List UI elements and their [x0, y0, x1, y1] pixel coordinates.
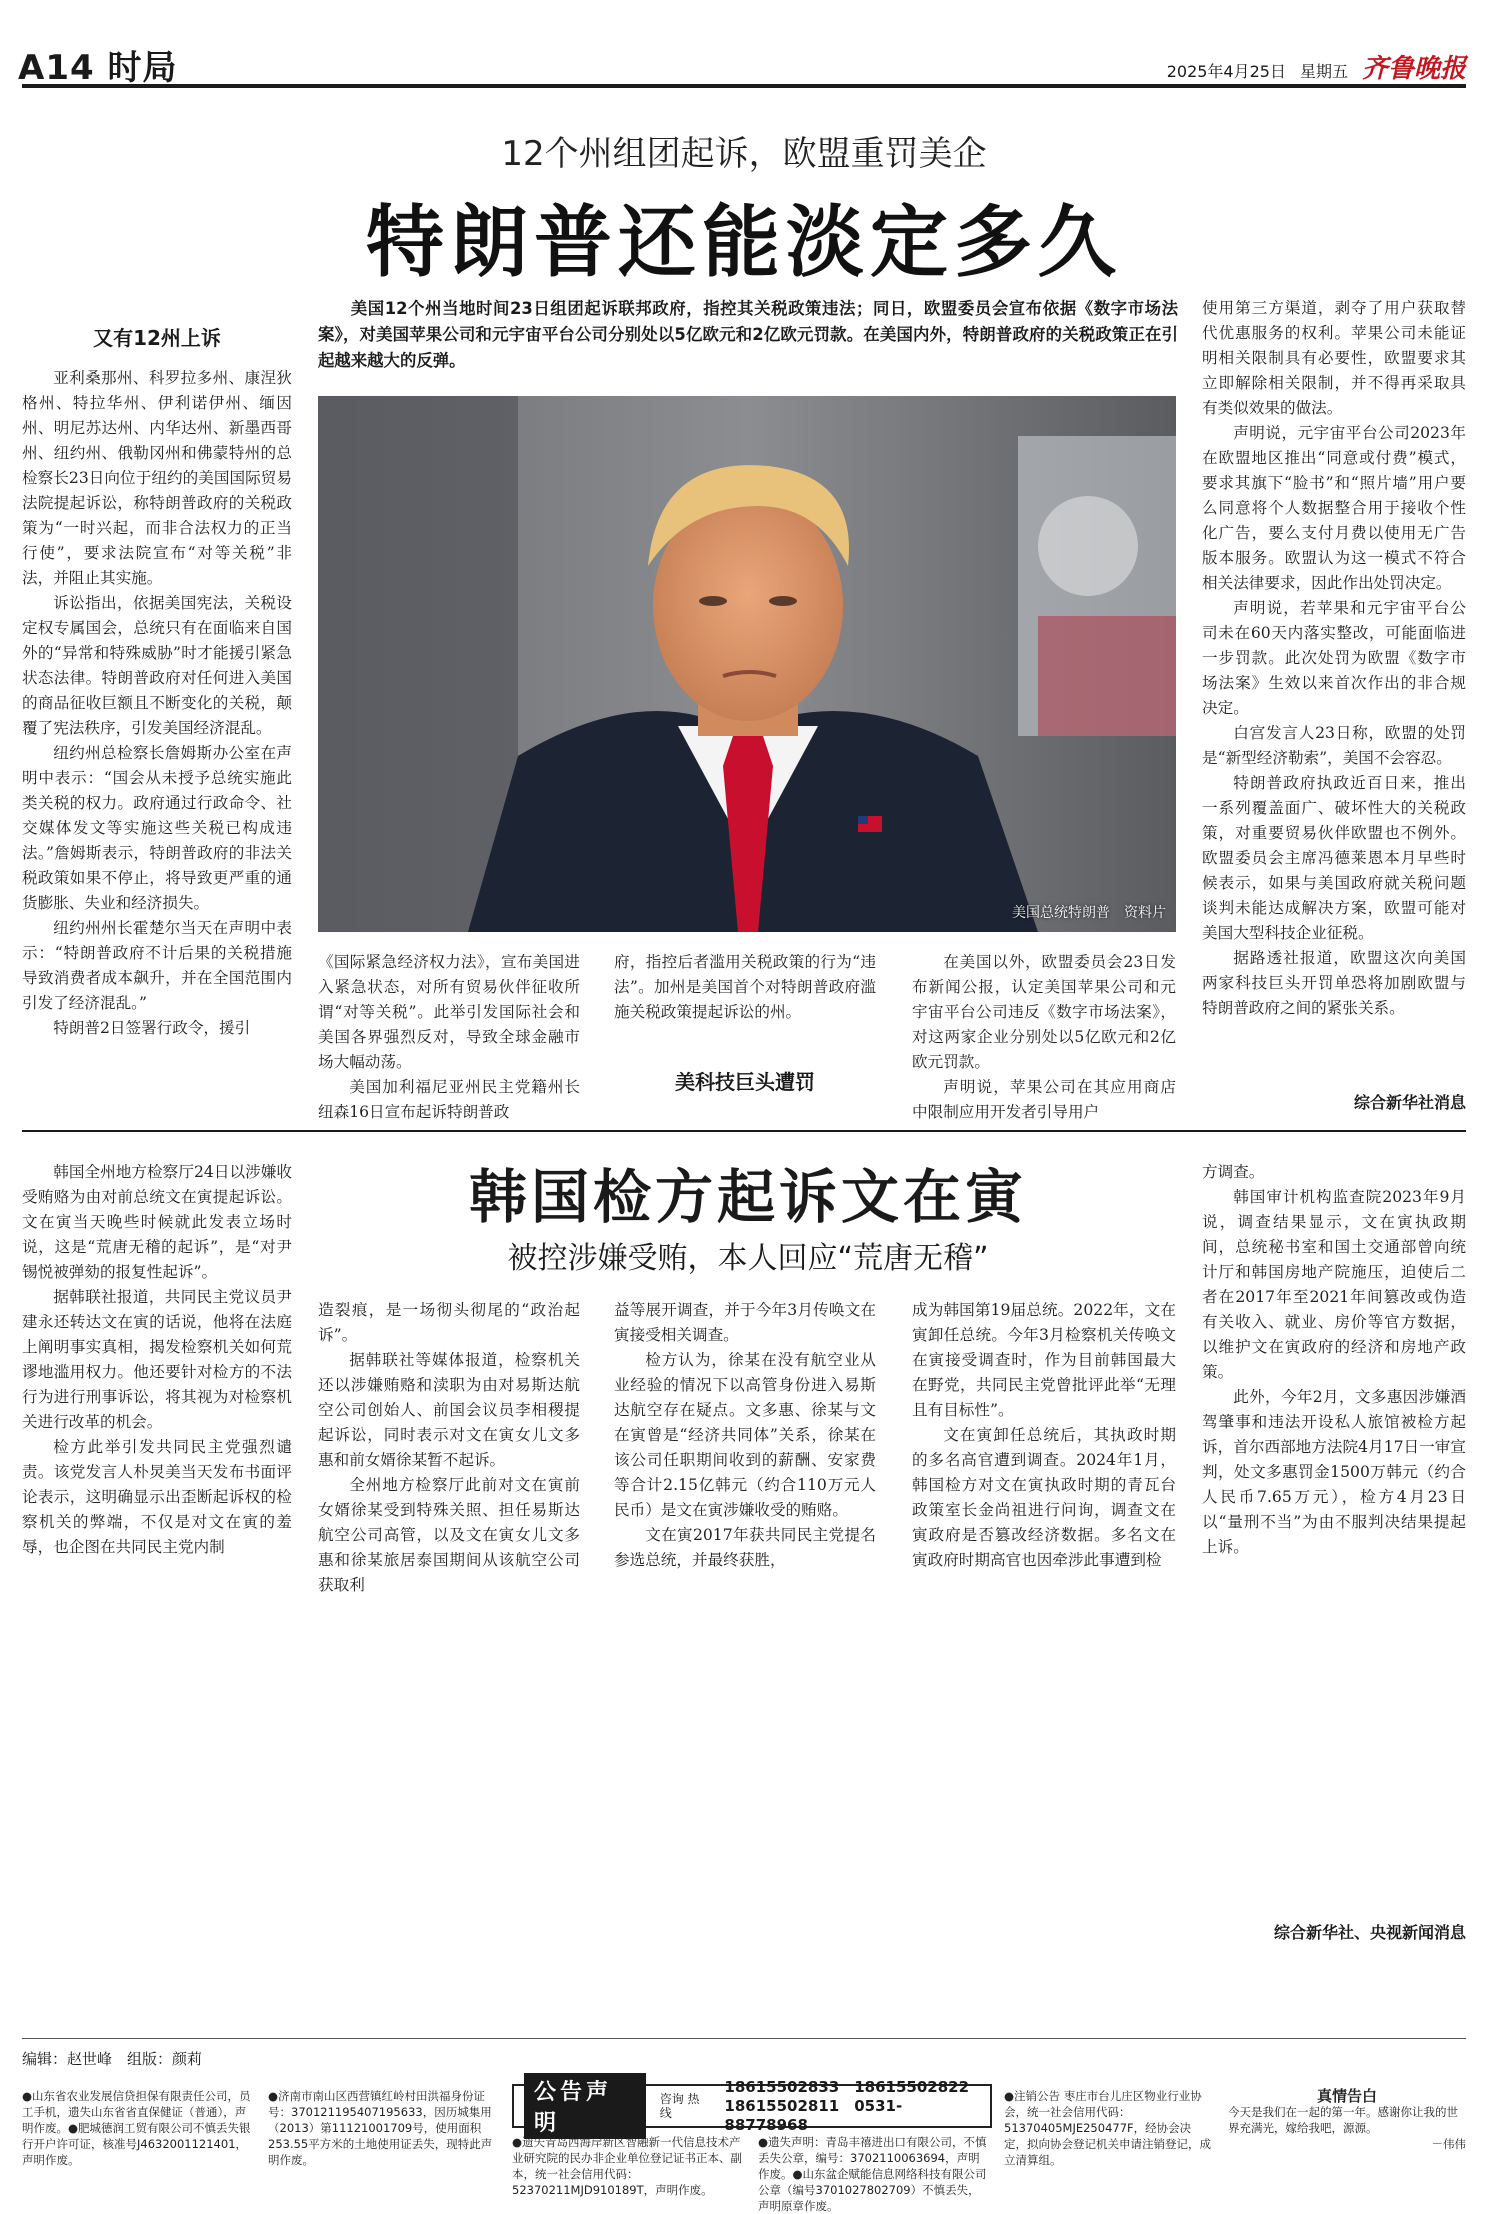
paragraph: 纽约州州长霍楚尔当天在声明中表示：“特朗普政府不计后果的关税措施导致消费者成本飙升，并在全国范围内引发了经济混乱。” — [22, 919, 292, 1012]
paragraph: 声明说，若苹果和元宇宙平台公司未在60天内落实整改，可能面临进一步罚款。此次处罚为欧盟《数字市场法案》生效以来首次作出的非合规决定。 — [1202, 599, 1466, 717]
paragraph: 白宫发言人23日称，欧盟的处罚是“新型经济勒索”，美国不会容忍。 — [1202, 724, 1466, 767]
paragraph: 府，指控后者滥用关税政策的行为“违法”。加州是美国首个对特朗普政府滥施关税政策提起诉讼的州。 — [614, 953, 876, 1021]
issue-date: 2025年4月25日 — [1166, 62, 1286, 81]
paragraph: 《国际紧急经济权力法》，宣布美国进入紧急状态，对所有贸易伙伴征收所谓“对等关税”。此举引发国际社会和美国各界强烈反对，导致全球金融市场大幅动荡。 — [318, 953, 580, 1071]
paragraph: 特朗普2日签署行政令，援引 — [53, 1019, 251, 1037]
paragraph: 文在寅2017年获共同民主党提名参选总统，并最终获胜， — [614, 1526, 876, 1569]
story2-col2 — [318, 1298, 580, 1598]
phone-2: 18615502822 — [854, 2077, 970, 2096]
ad-col-7-sign: －伟伟 — [1431, 2137, 1466, 2151]
photo-caption: 美国总统特朗普 资料片 — [1012, 905, 1166, 921]
ad-col-2: ●济南市南山区西营镇红岭村田洪福身份证号：370121195407195633，因历城集用（2013）第11121001709号，使用面积253.55平方米的土地使用证丢失，现特此声明作废。 — [268, 2089, 493, 2167]
story1-col2b — [614, 950, 876, 1025]
story1-byline: 综合新华社消息 — [1353, 1093, 1466, 1112]
masthead-rule — [22, 84, 1466, 88]
ad-col-1: ●山东省农业发展信贷担保有限责任公司，员工手机，遗失山东省省直保健证（普通），声明作废。●肥城德润工贸有限公司不慎丢失银行开户许可证，核准号J4632001121401，声明作废。 — [22, 2089, 251, 2167]
paragraph: 诉讼指出，依据美国宪法，关税设定权专属国会，总统只有在面临来自国外的“异常和特殊威胁”时才能援引紧急状态法律。特朗普政府对任何进入美国的商品征收巨额且不断变化的关税，颠覆了宪法秩序，引发美国经济混乱。 — [22, 594, 292, 737]
ad-col-6: ●注销公告 枣庄市台儿庄区物业行业协会，统一社会信用代码：51370405MJE250477F，经协会决定，拟向协会登记机关申请注销登记，成立清算组。 — [1004, 2089, 1211, 2167]
editors-line: 编辑：赵世峰 组版：颜莉 — [22, 2050, 203, 2068]
story2-col3 — [614, 1298, 876, 1573]
paragraph: 成为韩国第19届总统。2022年，文在寅卸任总统。今年3月检察机关传唤文在寅接受调查时，作为目前韩国最大在野党，共同民主党曾批评此举“无理且有目标性”。 — [912, 1301, 1176, 1419]
trump-photo-illustration — [318, 396, 1176, 932]
story1-col1 — [22, 366, 292, 1041]
paragraph: 在美国以外，欧盟委员会23日发布新闻公报，认定美国苹果公司和元宇宙平台公司违反《数字市场法案》，对这两家企业分别处以5亿欧元和2亿欧元罚款。 — [912, 953, 1176, 1071]
notice-title: 公告声明 — [524, 2073, 646, 2139]
paragraph: 据路透社报道，欧盟这次向美国两家科技巨头开罚单恐将加剧欧盟与特朗普政府之间的紧张关系。 — [1202, 949, 1466, 1017]
paragraph: 韩国审计机构监查院2023年9月说，调查结果显示，文在寅执政期间，总统秘书室和国土交通部曾向统计厅和韩国房地产院施压，迫使后二者在2017年至2021年间篡改或伪造有关收入、就业、房价等官方数据，以维护文在寅政府的经济和房地产政策。 — [1202, 1188, 1466, 1381]
phone-4: 0531-88778968 — [724, 2096, 903, 2134]
story1-col2a — [318, 950, 580, 1125]
paragraph: 亚利桑那州、科罗拉多州、康涅狄格州、特拉华州、伊利诺伊州、缅因州、明尼苏达州、内华达州、新墨西哥州、纽约州、俄勒冈州和佛蒙特州的总检察长23日向位于纽约的美国国际贸易法院提起诉讼，称特朗普政府的关税政策为“一时兴起，而非合法权力的正当行使”，要求法院宣布“对等关税”非法，并阻止其实施。 — [22, 369, 292, 587]
ad-col-7-title: 真情告白 — [1316, 2087, 1377, 2105]
phone-list — [724, 2078, 980, 2135]
issue-weekday: 星期五 — [1299, 62, 1348, 81]
paragraph: 据韩联社报道，共同民主党议员尹建永还转达文在寅的话说，他将在法庭上阐明事实真相，揭发检察机关如何荒谬地滥用权力。他还要针对检方的不法行为进行刑事诉讼，将其视为对检察机关进行改革的机会。 — [22, 1288, 292, 1431]
paragraph: 韩国全州地方检察厅24日以涉嫌收受贿赂为由对前总统文在寅提起诉讼。文在寅当天晚些时候就此发表立场时说，这是“荒唐无稽的起诉”，是“对尹锡悦被弹劾的报复性起诉”。 — [22, 1163, 292, 1281]
story2-byline: 综合新华社、央视新闻消息 — [1273, 1923, 1466, 1942]
classified-ads — [22, 2077, 1466, 2213]
section-divider — [22, 1130, 1466, 1132]
ad-col-7-body: 今天是我们在一起的第一年。感谢你让我的世界充满光，嫁给我吧，源源。 — [1228, 2105, 1458, 2135]
story2-kicker: 被控涉嫌受贿，本人回应“荒唐无稽” — [507, 1241, 989, 1276]
paragraph: 造裂痕，是一场彻头彻尾的“政治起诉”。 — [318, 1301, 580, 1344]
phone-3: 18615502811 — [724, 2096, 840, 2115]
paragraph: 据韩联社等媒体报道，检察机关还以涉嫌贿赂和渎职为由对易斯达航空公司创始人、前国会议员李相稷提起诉讼，同时表示对文在寅女儿文多惠和前女婿徐某暂不起诉。 — [318, 1351, 580, 1469]
paper-logo: 齐鲁晚报 — [1361, 54, 1466, 84]
paragraph: 声明说，苹果公司在其应用商店中限制应用开发者引导用户 — [912, 1078, 1176, 1121]
paragraph: 全州地方检察厅此前对文在寅前女婿徐某受到特殊关照、担任易斯达航空公司高管，以及文在寅女儿文多惠和徐某旅居泰国期间从该航空公司获取利 — [318, 1476, 580, 1594]
footer-rule — [22, 2038, 1466, 2039]
story1-subhead-left: 又有12州上诉 — [93, 326, 221, 350]
ad-col-5: ●遗失声明：青岛丰禧进出口有限公司，不慎丢失公章，编号：3702110063694，声明作废。●山东盆企赋能信息网络科技有限公司公章（编号3701027802709）不慎丢失，声明原章作废。 — [758, 2135, 987, 2213]
paragraph: 益等展开调查，并于今年3月传唤文在寅接受相关调查。 — [614, 1301, 876, 1344]
paragraph: 使用第三方渠道，剥夺了用户获取替代优惠服务的权利。苹果公司未能证明相关限制具有必要性，欧盟要求其立即解除相关限制，并不得再采取具有类似效果的做法。 — [1202, 299, 1466, 417]
paragraph: 特朗普政府执政近百日来，推出一系列覆盖面广、破坏性大的关税政策，对重要贸易伙伴欧盟也不例外。欧盟委员会主席冯德莱恩本月早些时候表示，如果与美国政府就关税问题谈判未能达成解决方案，欧盟可能对美国大型科技企业征税。 — [1202, 774, 1466, 942]
story2-col5 — [1202, 1160, 1466, 1560]
phone-1: 18615502833 — [724, 2077, 840, 2096]
story1-kicker: 12个州组团起诉，欧盟重罚美企 — [501, 134, 987, 174]
paragraph: 美国加利福尼亚州民主党籍州长纽森16日宣布起诉特朗普政 — [318, 1078, 580, 1121]
story2-col4 — [912, 1298, 1176, 1573]
story1-lead: 美国12个州当地时间23日组团起诉联邦政府，指控其关税政策违法；同日，欧盟委员会宣布依据《数字市场法案》，对美国苹果公司和元宇宙平台公司分别处以5亿欧元和2亿欧元罚款。在美国内外，特朗普政府的关税政策正在引起越来越大的反弹。 — [318, 299, 1178, 370]
paragraph: 方调查。 — [1202, 1163, 1265, 1181]
paragraph: 纽约州总检察长詹姆斯办公室在声明中表示：“国会从未授予总统实施此类关税的权力。政府通过行政命令、社交媒体发文等实施这些关税已构成违法。”詹姆斯表示，特朗普政府的非法关税政策如果不停止，将导致更严重的通货膨胀、失业和经济损失。 — [22, 744, 292, 912]
notice-banner — [512, 2077, 992, 2136]
story1-subhead-mid: 美科技巨头遭罚 — [675, 1070, 815, 1094]
trump-photo — [318, 396, 1176, 932]
paragraph: 声明说，元宇宙平台公司2023年在欧盟地区推出“同意或付费”模式，要求其旗下“脸书”和“照片墙”用户要么同意将个人数据整合用于接收个性化广告，要么支付月费以使用无广告版本服务。欧盟认为这一模式不符合相关法律要求，因此作出处罚决定。 — [1202, 424, 1466, 592]
paragraph: 此外，今年2月，文多惠因涉嫌酒驾肇事和违法开设私人旅馆被检方起诉，首尔西部地方法院4月17日一审宣判，处文多惠罚金1500万韩元（约合人民币7.65万元），检方4月23日以“量刑不当”为由不服判决结果提起上诉。 — [1202, 1388, 1466, 1556]
ad-col-7 — [1228, 2088, 1466, 2152]
story2-col1 — [22, 1160, 292, 1560]
ad-col-4: ●遗失青岛西海岸新区智融新一代信息技术产业研究院的民办非企业单位登记证书正本、副本，统一社会信用代码：52370211MJD910189T，声明作废。 — [512, 2135, 742, 2197]
story1-col2c — [912, 950, 1176, 1125]
hotline-label: 咨询 热线 — [659, 2092, 700, 2120]
paragraph: 文在寅卸任总统后，其执政时期的多名高官遭到调查。2024年1月，韩国检方对文在寅执政时期的青瓦台政策室长金尚祖进行问询，调查文在寅政府是否篡改经济数据。多名文在寅政府时期高官也因牵涉此事遭到检 — [912, 1426, 1176, 1569]
page-label: A14 时局 — [18, 48, 178, 88]
story2-headline: 韩国检方起诉文在寅 — [468, 1163, 1027, 1231]
date-line — [1167, 48, 1466, 85]
paragraph: 检方此举引发共同民主党强烈谴责。该党发言人朴炅美当天发布书面评论表示，这明确显示出歪断起诉权的检察机关的弊端，不仅是对文在寅的羞辱，也企图在共同民主党内制 — [22, 1438, 292, 1556]
story1-col-right — [1202, 296, 1466, 1021]
story1-headline: 特朗普还能淡定多久 — [365, 197, 1122, 288]
paragraph: 检方认为，徐某在没有航空业从业经验的情况下以高管身份进入易斯达航空存在疑点。文多惠、徐某与文在寅曾是“经济共同体”关系，徐某在该公司任职期间收到的薪酬、安家费等合计2.15亿韩元（约合110万元人民币）是文在寅涉嫌收受的贿赂。 — [614, 1351, 876, 1519]
